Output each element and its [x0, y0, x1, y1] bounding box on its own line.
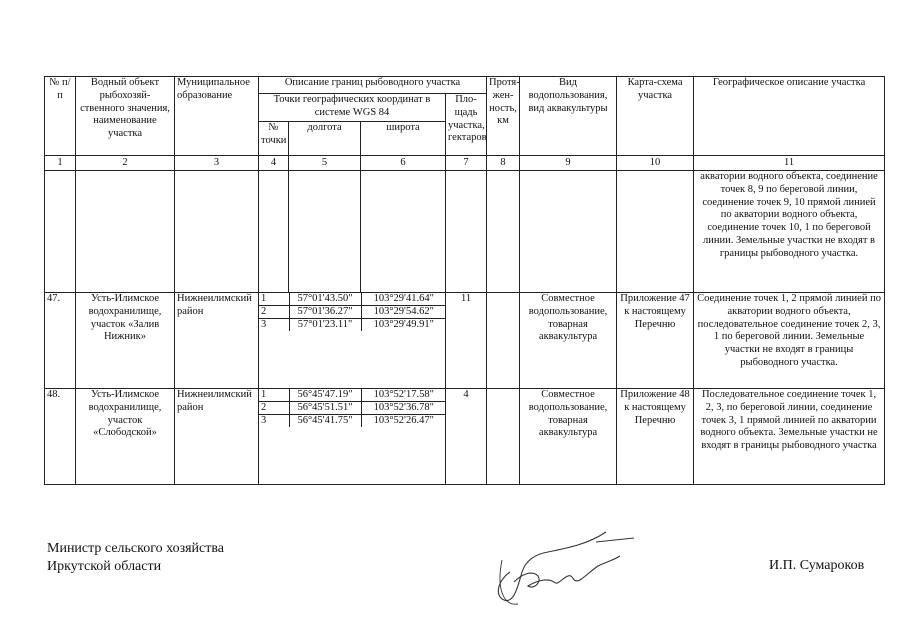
coordinates-table — [259, 293, 446, 331]
coordinate-point — [259, 402, 446, 415]
column-number: 3 — [175, 156, 259, 171]
point-latitude: 103°29'54.62" — [361, 306, 446, 319]
signatory-title — [47, 540, 224, 576]
point-longitude: 57°01'23.11" — [289, 319, 361, 332]
point-latitude: 103°52'17.58" — [361, 389, 446, 402]
header-municipal: Муниципальное образование — [175, 77, 259, 156]
coordinate-point — [259, 293, 446, 306]
header-coords-system: Точки географических координат в системе WGS 84 — [259, 94, 446, 122]
point-number: 2 — [259, 306, 289, 319]
signatory-title-line: Министр сельского хозяйства — [47, 541, 224, 556]
length-km — [487, 293, 520, 389]
point-longitude: 56°45'51.51" — [289, 402, 361, 415]
row-number: 47. — [45, 293, 76, 389]
coordinates-cell — [259, 389, 446, 485]
fish-plots-table — [44, 76, 885, 485]
geo-description: Последовательное соединение точек 1, 2, 3, по береговой линии, соединение точек 3, 1 прямой линией по акватории водного объекта. Земельные участки не входят в границы рыбоводного участка — [694, 389, 885, 485]
signatory-title-line: Иркутской области — [47, 559, 162, 574]
point-longitude: 57°01'36.27" — [289, 306, 361, 319]
table-row — [45, 389, 885, 485]
column-number: 9 — [520, 156, 617, 171]
map-appendix: Приложение 47 к настоящему Перечню — [617, 293, 694, 389]
column-number: 6 — [361, 156, 446, 171]
water-object-name: Усть-Илимское водохранилище, участок «Слободской» — [76, 389, 175, 485]
header-point-no: № точки — [259, 122, 289, 156]
municipality: Нижнеилимский район — [175, 293, 259, 389]
column-number: 11 — [694, 156, 885, 171]
coordinate-point — [259, 415, 446, 428]
column-number: 7 — [446, 156, 487, 171]
water-use-type: Совместное водопользование, товарная аквакультура — [520, 389, 617, 485]
header-latitude: широта — [361, 122, 446, 156]
area-hectares: 4 — [446, 389, 487, 485]
map-appendix: Приложение 48 к настоящему Перечню — [617, 389, 694, 485]
header-water-object: Водный объект рыбохозяй-ственного значения, наименование участка — [76, 77, 175, 156]
coordinate-point — [259, 306, 446, 319]
geo-description: Соединение точек 1, 2 прямой линией по акватории водного объекта, последовательное соединение точек 2, 3, 1 по береговой линии. Земельные участки не входят в границы рыбоводного участка. — [694, 293, 885, 389]
point-number: 3 — [259, 415, 289, 428]
coordinates-table — [259, 389, 446, 427]
header-length: Протя-жен-ность, км — [487, 77, 520, 156]
coordinate-point — [259, 389, 446, 402]
column-number: 8 — [487, 156, 520, 171]
table-row — [45, 293, 885, 389]
point-latitude: 103°52'36.78" — [361, 402, 446, 415]
point-number: 3 — [259, 319, 289, 332]
point-latitude: 103°29'41.64" — [361, 293, 446, 306]
column-number: 10 — [617, 156, 694, 171]
header-longitude: долгота — [289, 122, 361, 156]
column-number: 5 — [289, 156, 361, 171]
length-km — [487, 389, 520, 485]
column-number: 2 — [76, 156, 175, 171]
municipality: Нижнеилимский район — [175, 389, 259, 485]
point-longitude: 56°45'41.75" — [289, 415, 361, 428]
column-number: 1 — [45, 156, 76, 171]
point-number: 1 — [259, 293, 289, 306]
point-latitude: 103°52'26.47" — [373, 415, 434, 426]
point-latitude: 103°29'49.91" — [373, 319, 434, 330]
header-geo-desc: Географическое описание участка — [694, 77, 885, 156]
header-area: Пло-щадь участка, гектаров — [446, 94, 487, 156]
row-number: 48. — [45, 389, 76, 485]
water-use-type: Совместное водопользование, товарная аквакультура — [520, 293, 617, 389]
header-map: Карта-схема участка — [617, 77, 694, 156]
continuation-row — [45, 171, 885, 293]
handwritten-signature — [488, 520, 638, 610]
column-numbers-row — [45, 156, 885, 171]
coordinate-point — [259, 319, 446, 332]
header-water-use: Вид водопользования, вид аквакультуры — [520, 77, 617, 156]
water-object-name: Усть-Илимское водохранилище, участок «Залив Нижник» — [76, 293, 175, 389]
point-number: 2 — [259, 402, 289, 415]
coordinates-cell — [259, 293, 446, 389]
header-num: № п/п — [45, 77, 76, 156]
column-number: 4 — [259, 156, 289, 171]
point-longitude: 56°45'47.19" — [289, 389, 361, 402]
continuation-description: акватории водного объекта, соединение точек 8, 9 по береговой линии, соединение точек 9, 10 прямой линией по акватории водного объекта, соединение точек 10, 1 по береговой линии. Земельные участки не входят в границы рыбоводного участка. — [694, 171, 885, 293]
signatory-name: И.П. Сумароков — [769, 558, 865, 573]
point-longitude: 57°01'43.50" — [289, 293, 361, 306]
area-hectares: 11 — [446, 293, 487, 389]
point-number: 1 — [259, 389, 289, 402]
header-borders: Описание границ рыбоводного участка — [259, 77, 487, 94]
